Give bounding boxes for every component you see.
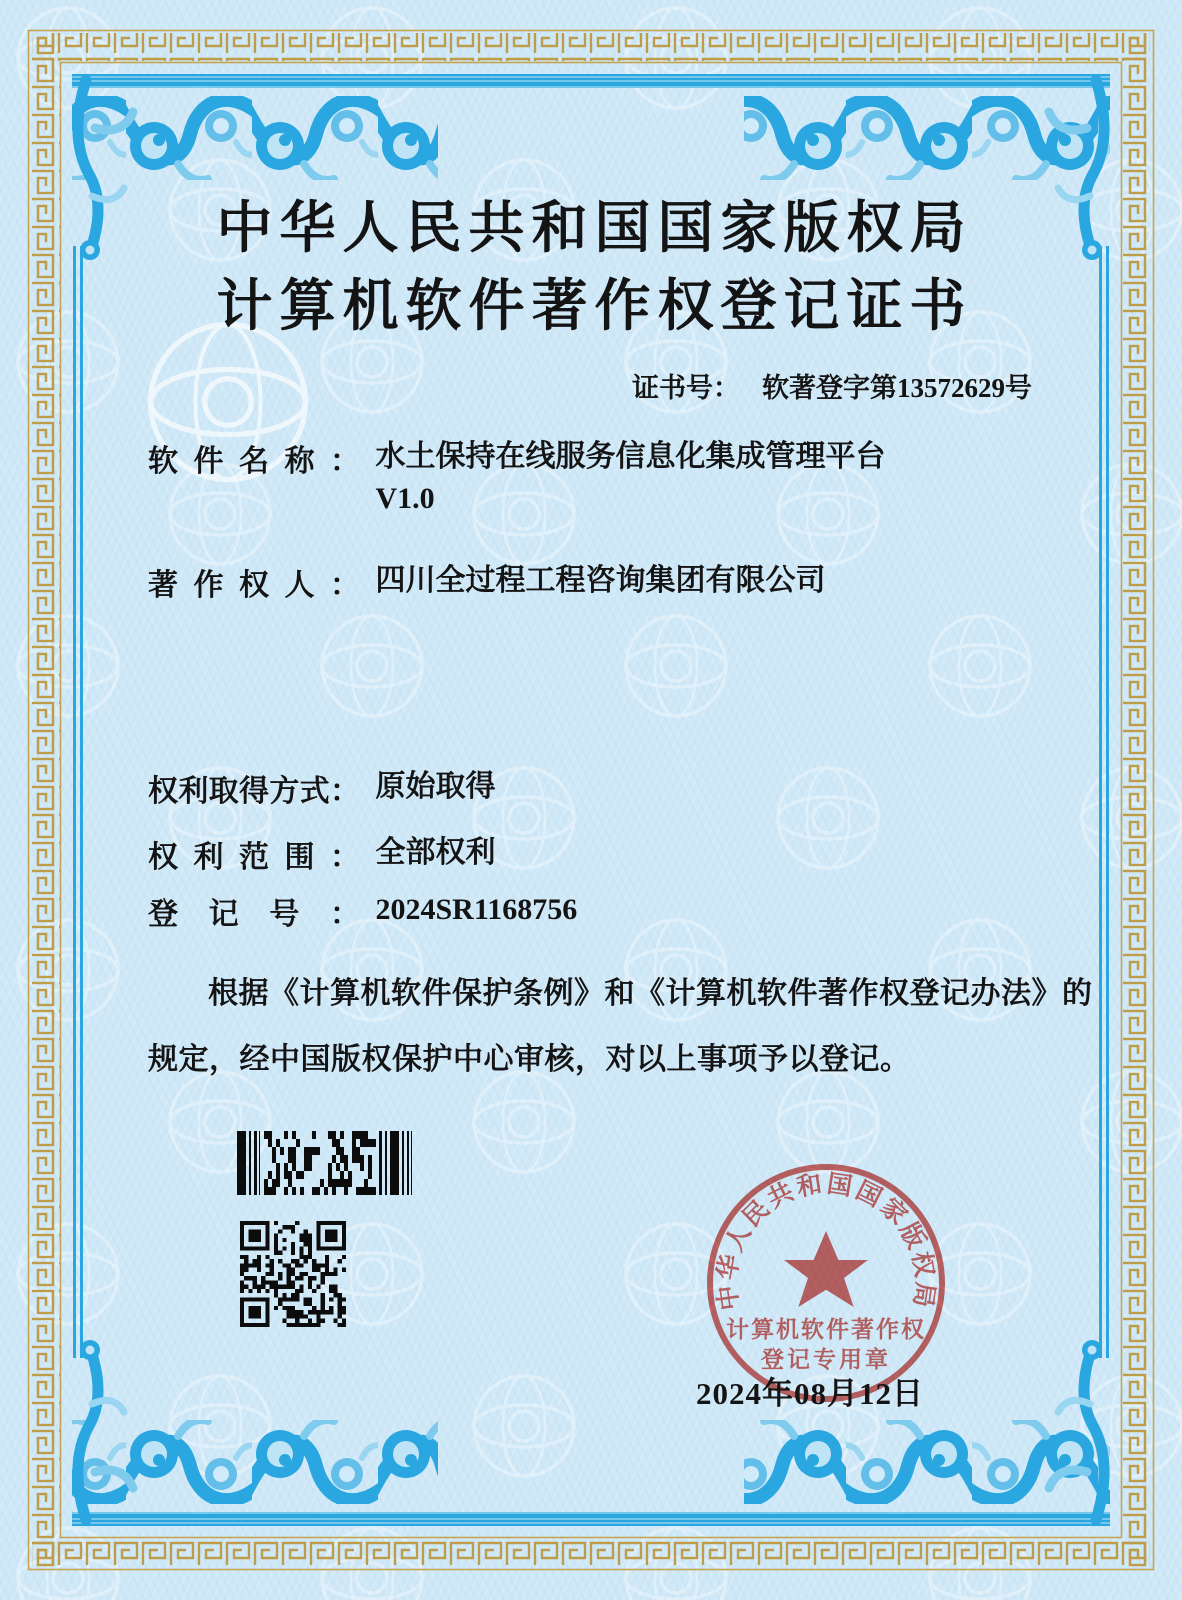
field-software-name-value [376,436,886,520]
certificate-number-value: 软著登字第13572629号 [762,373,1032,403]
field-scope-value: 全部权利 [375,836,496,869]
field-registration-no-value: 2024SR1168756 [375,893,578,926]
seal-inner-line2: 登记专用章 [761,1347,891,1372]
software-version-text: V1.0 [375,482,435,515]
body-text-line1: 根据《计算机软件保护条例》和《计算机软件著作权登记办法》的 [208,977,1093,1010]
field-acquisition-label: 权利取得方式： [148,775,360,808]
field-software-name-label: 软件名称： [148,445,360,478]
page-title-line2: 计算机软件著作权登记证书 [216,276,973,338]
field-acquisition [148,766,496,810]
issue-date: 2024年08月12日 [696,1376,924,1411]
field-copyright-owner-value: 四川全过程工程咨询集团有限公司 [375,564,826,597]
qr-code [238,1221,348,1327]
pdf417-barcode [237,1131,413,1195]
field-registration-no-label: 登记号： [148,898,360,931]
field-copyright-owner-label: 著作权人： [148,569,360,602]
field-acquisition-value: 原始取得 [375,770,496,803]
seal-inner-line1: 计算机软件著作权 [726,1317,926,1342]
certificate-number-label: 证书号： [632,373,740,403]
field-scope-label: 权利范围： [148,841,360,874]
software-name-text: 水土保持在线服务信息化集成管理平台 [375,440,886,473]
field-registration-no [148,889,577,933]
seal-ring-text: 中华人民共和国国家版权局 [713,1170,939,1312]
seal-star-icon [784,1231,868,1307]
field-copyright-owner [148,560,826,604]
field-scope [148,832,496,876]
body-text-line2: 规定，经中国版权保护中心审核，对以上事项予以登记。 [148,1043,911,1076]
field-software-name [148,436,886,520]
page-title-line1: 中华人民共和国国家版权局 [216,198,973,260]
certificate-number [632,366,1032,405]
